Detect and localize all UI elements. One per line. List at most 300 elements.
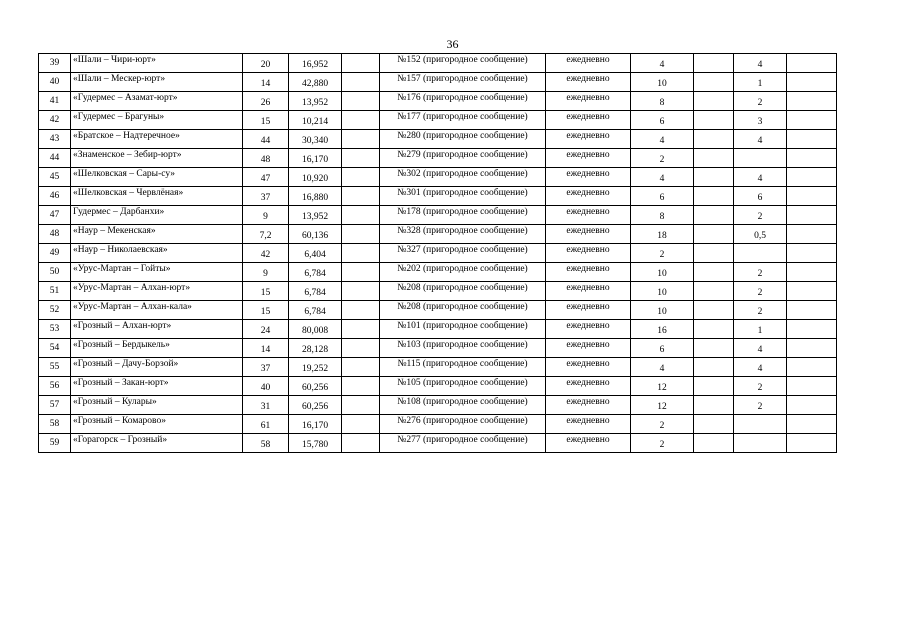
route-name-cell — [71, 244, 243, 263]
vehicles-text: 2 — [757, 97, 763, 108]
empty-cell — [694, 187, 734, 206]
trips-cell — [631, 54, 694, 73]
route-number-cell — [380, 377, 546, 396]
empty-cell — [694, 130, 734, 149]
empty-cell — [342, 415, 380, 434]
vehicles-cell — [734, 73, 787, 92]
length-cell — [289, 339, 342, 358]
vehicles-text: 0,5 — [754, 230, 766, 241]
frequency-cell — [546, 111, 631, 130]
table-row — [39, 206, 837, 225]
frequency-cell — [546, 282, 631, 301]
table-row — [39, 54, 837, 73]
row-number-text: 56 — [49, 380, 60, 391]
length-cell — [289, 377, 342, 396]
distance-cell — [243, 149, 289, 168]
frequency-text: ежедневно — [566, 339, 610, 350]
row-number-text: 48 — [49, 228, 60, 239]
empty-cell — [694, 377, 734, 396]
distance-cell — [243, 73, 289, 92]
distance-text: 15 — [260, 116, 271, 127]
empty-cell — [342, 225, 380, 244]
empty-cell — [694, 149, 734, 168]
route-name-text: «Гудермес – Азамат-юрт» — [73, 92, 178, 103]
route-number-cell — [380, 434, 546, 453]
length-cell — [289, 130, 342, 149]
table-row — [39, 149, 837, 168]
length-text: 30,340 — [301, 135, 329, 146]
vehicles-text: 2 — [757, 306, 763, 317]
trips-text: 4 — [659, 135, 665, 146]
trips-text: 2 — [659, 154, 665, 165]
frequency-cell — [546, 168, 631, 187]
empty-cell — [787, 339, 837, 358]
table-row — [39, 396, 837, 415]
row-number-cell — [39, 111, 71, 130]
frequency-text: ежедневно — [566, 225, 610, 236]
route-name-text: «Грозный – Бердыкель» — [73, 339, 170, 350]
route-name-cell — [71, 358, 243, 377]
row-number-cell — [39, 149, 71, 168]
route-name-text: «Горагорск – Грозный» — [73, 434, 168, 445]
trips-text: 6 — [659, 192, 665, 203]
route-name-cell — [71, 168, 243, 187]
table-row — [39, 73, 837, 92]
table-row — [39, 377, 837, 396]
length-text: 13,952 — [301, 211, 329, 222]
empty-cell — [694, 434, 734, 453]
route-number-text: №152 (пригородное сообщение) — [397, 54, 528, 65]
route-number-cell — [380, 168, 546, 187]
vehicles-cell — [734, 320, 787, 339]
length-cell — [289, 358, 342, 377]
distance-cell — [243, 434, 289, 453]
frequency-cell — [546, 225, 631, 244]
route-name-cell — [71, 187, 243, 206]
vehicles-text: 4 — [757, 173, 763, 184]
distance-cell — [243, 263, 289, 282]
table-row — [39, 282, 837, 301]
vehicles-cell — [734, 263, 787, 282]
length-text: 16,170 — [301, 154, 329, 165]
trips-cell — [631, 377, 694, 396]
trips-cell — [631, 130, 694, 149]
length-cell — [289, 320, 342, 339]
distance-text: 20 — [260, 59, 271, 70]
distance-cell — [243, 244, 289, 263]
length-cell — [289, 415, 342, 434]
empty-cell — [787, 358, 837, 377]
route-name-cell — [71, 282, 243, 301]
route-number-cell — [380, 301, 546, 320]
frequency-cell — [546, 434, 631, 453]
route-number-text: №178 (пригородное сообщение) — [397, 206, 528, 217]
row-number-cell — [39, 206, 71, 225]
route-name-text: «Грозный – Дачу-Борзой» — [73, 358, 179, 369]
empty-cell — [787, 396, 837, 415]
distance-cell — [243, 54, 289, 73]
row-number-cell — [39, 282, 71, 301]
route-name-text: «Шелковская – Червлёная» — [73, 187, 184, 198]
row-number-text: 59 — [49, 437, 60, 448]
route-name-text: «Шали – Чири-юрт» — [73, 54, 156, 65]
empty-cell — [694, 168, 734, 187]
table-row — [39, 244, 837, 263]
vehicles-cell — [734, 339, 787, 358]
trips-text: 2 — [659, 420, 665, 431]
empty-cell — [342, 206, 380, 225]
length-text: 10,214 — [301, 116, 329, 127]
vehicles-text: 4 — [757, 59, 763, 70]
route-number-cell — [380, 339, 546, 358]
empty-cell — [787, 301, 837, 320]
row-number-cell — [39, 130, 71, 149]
empty-cell — [787, 130, 837, 149]
route-number-cell — [380, 187, 546, 206]
trips-cell — [631, 415, 694, 434]
frequency-cell — [546, 73, 631, 92]
route-name-text: «Грозный – Кулары» — [73, 396, 157, 407]
trips-text: 4 — [659, 363, 665, 374]
distance-cell — [243, 225, 289, 244]
empty-cell — [787, 320, 837, 339]
vehicles-cell — [734, 415, 787, 434]
empty-cell — [787, 206, 837, 225]
table-row — [39, 130, 837, 149]
route-number-text: №103 (пригородное сообщение) — [397, 339, 528, 350]
row-number-text: 52 — [49, 304, 60, 315]
distance-text: 9 — [263, 268, 268, 279]
trips-text: 10 — [657, 306, 667, 317]
routes-table-body — [39, 54, 837, 453]
route-name-cell — [71, 301, 243, 320]
row-number-text: 50 — [49, 266, 60, 277]
empty-cell — [342, 396, 380, 415]
trips-text: 18 — [657, 230, 667, 241]
length-cell — [289, 244, 342, 263]
trips-cell — [631, 225, 694, 244]
route-number-text: №279 (пригородное сообщение) — [397, 149, 528, 160]
vehicles-cell — [734, 149, 787, 168]
trips-cell — [631, 339, 694, 358]
trips-text: 12 — [657, 382, 667, 393]
trips-cell — [631, 301, 694, 320]
frequency-cell — [546, 396, 631, 415]
trips-cell — [631, 282, 694, 301]
empty-cell — [342, 358, 380, 377]
route-number-cell — [380, 282, 546, 301]
distance-text: 58 — [260, 439, 271, 450]
table-row — [39, 263, 837, 282]
empty-cell — [342, 377, 380, 396]
empty-cell — [787, 149, 837, 168]
frequency-text: ежедневно — [566, 263, 610, 274]
route-name-text: «Братское – Надтеречное» — [73, 130, 180, 141]
row-number-text: 58 — [49, 418, 60, 429]
row-number-cell — [39, 54, 71, 73]
vehicles-cell — [734, 54, 787, 73]
vehicles-cell — [734, 206, 787, 225]
table-row — [39, 168, 837, 187]
row-number-cell — [39, 358, 71, 377]
route-number-cell — [380, 130, 546, 149]
trips-cell — [631, 244, 694, 263]
row-number-text: 46 — [49, 190, 60, 201]
length-cell — [289, 149, 342, 168]
length-text: 19,252 — [301, 363, 329, 374]
route-number-text: №327 (пригородное сообщение) — [397, 244, 528, 255]
frequency-cell — [546, 92, 631, 111]
distance-cell — [243, 415, 289, 434]
row-number-cell — [39, 168, 71, 187]
route-name-cell — [71, 339, 243, 358]
route-number-text: №176 (пригородное сообщение) — [397, 92, 528, 103]
trips-cell — [631, 111, 694, 130]
table-row — [39, 358, 837, 377]
trips-text: 10 — [657, 287, 667, 298]
row-number-text: 41 — [49, 95, 60, 106]
empty-cell — [787, 92, 837, 111]
length-text: 10,920 — [301, 173, 329, 184]
trips-text: 10 — [657, 268, 667, 279]
route-name-text: «Наур – Мекенская» — [73, 225, 156, 236]
row-number-cell — [39, 92, 71, 111]
route-name-cell — [71, 396, 243, 415]
frequency-text: ежедневно — [566, 92, 610, 103]
length-text: 60,256 — [301, 401, 329, 412]
empty-cell — [342, 263, 380, 282]
length-cell — [289, 434, 342, 453]
length-cell — [289, 92, 342, 111]
route-name-cell — [71, 415, 243, 434]
length-cell — [289, 168, 342, 187]
empty-cell — [787, 282, 837, 301]
distance-text: 9 — [263, 211, 268, 222]
trips-cell — [631, 92, 694, 111]
empty-cell — [694, 396, 734, 415]
empty-cell — [342, 130, 380, 149]
route-name-text: «Наур – Николаевская» — [73, 244, 168, 255]
frequency-text: ежедневно — [566, 168, 610, 179]
trips-text: 2 — [659, 439, 665, 450]
length-cell — [289, 263, 342, 282]
empty-cell — [787, 187, 837, 206]
empty-cell — [787, 377, 837, 396]
trips-cell — [631, 263, 694, 282]
vehicles-cell — [734, 244, 787, 263]
route-number-text: №208 (пригородное сообщение) — [397, 301, 528, 312]
frequency-text: ежедневно — [566, 244, 610, 255]
distance-cell — [243, 377, 289, 396]
row-number-cell — [39, 396, 71, 415]
row-number-cell — [39, 263, 71, 282]
frequency-text: ежедневно — [566, 73, 610, 84]
frequency-cell — [546, 54, 631, 73]
empty-cell — [694, 225, 734, 244]
length-cell — [289, 111, 342, 130]
frequency-cell — [546, 149, 631, 168]
distance-text: 7,2 — [259, 230, 272, 241]
distance-text: 15 — [260, 287, 271, 298]
trips-cell — [631, 73, 694, 92]
distance-cell — [243, 320, 289, 339]
vehicles-text: 1 — [757, 325, 763, 336]
empty-cell — [787, 434, 837, 453]
frequency-cell — [546, 415, 631, 434]
empty-cell — [342, 111, 380, 130]
vehicles-cell — [734, 282, 787, 301]
route-name-text: «Гудермес – Брагуны» — [73, 111, 165, 122]
vehicles-cell — [734, 358, 787, 377]
frequency-text: ежедневно — [566, 206, 610, 217]
distance-text: 44 — [260, 135, 271, 146]
route-name-cell — [71, 225, 243, 244]
vehicles-text: 4 — [757, 344, 763, 355]
route-number-text: №157 (пригородное сообщение) — [397, 73, 528, 84]
table-row — [39, 434, 837, 453]
empty-cell — [342, 149, 380, 168]
empty-cell — [342, 282, 380, 301]
vehicles-text: 2 — [757, 382, 763, 393]
route-name-text: «Грозный – Комарово» — [73, 415, 166, 426]
route-number-text: №108 (пригородное сообщение) — [397, 396, 528, 407]
route-number-text: №280 (пригородное сообщение) — [397, 130, 528, 141]
frequency-text: ежедневно — [566, 301, 610, 312]
empty-cell — [342, 434, 380, 453]
distance-text: 31 — [260, 401, 271, 412]
route-number-text: №328 (пригородное сообщение) — [397, 225, 528, 236]
trips-cell — [631, 320, 694, 339]
empty-cell — [342, 187, 380, 206]
row-number-text: 55 — [49, 361, 60, 372]
route-name-cell — [71, 320, 243, 339]
table-row — [39, 92, 837, 111]
trips-text: 16 — [657, 325, 667, 336]
frequency-cell — [546, 130, 631, 149]
route-name-text: «Урус-Мартан – Алхан-кала» — [73, 301, 192, 312]
empty-cell — [342, 73, 380, 92]
row-number-text: 53 — [49, 323, 60, 334]
empty-cell — [787, 415, 837, 434]
distance-text: 48 — [260, 154, 271, 165]
row-number-cell — [39, 377, 71, 396]
vehicles-text: 2 — [757, 401, 763, 412]
length-text: 42,880 — [301, 78, 329, 89]
frequency-cell — [546, 187, 631, 206]
empty-cell — [342, 54, 380, 73]
frequency-text: ежедневно — [566, 187, 610, 198]
frequency-text: ежедневно — [566, 282, 610, 293]
length-cell — [289, 301, 342, 320]
trips-text: 2 — [659, 249, 665, 260]
frequency-text: ежедневно — [566, 54, 610, 65]
empty-cell — [787, 263, 837, 282]
vehicles-cell — [734, 377, 787, 396]
distance-cell — [243, 396, 289, 415]
empty-cell — [787, 168, 837, 187]
vehicles-text: 3 — [757, 116, 763, 127]
length-text: 6,784 — [304, 306, 326, 317]
frequency-cell — [546, 358, 631, 377]
route-number-cell — [380, 358, 546, 377]
vehicles-cell — [734, 168, 787, 187]
route-name-cell — [71, 377, 243, 396]
frequency-text: ежедневно — [566, 111, 610, 122]
length-text: 60,136 — [301, 230, 329, 241]
trips-cell — [631, 168, 694, 187]
distance-cell — [243, 92, 289, 111]
row-number-text: 44 — [49, 152, 60, 163]
length-text: 15,780 — [301, 439, 329, 450]
vehicles-text: 2 — [757, 211, 763, 222]
vehicles-cell — [734, 301, 787, 320]
empty-cell — [694, 282, 734, 301]
table-row — [39, 339, 837, 358]
empty-cell — [694, 111, 734, 130]
frequency-cell — [546, 206, 631, 225]
frequency-text: ежедневно — [566, 320, 610, 331]
distance-text: 14 — [260, 344, 271, 355]
route-number-text: №208 (пригородное сообщение) — [397, 282, 528, 293]
route-number-text: №105 (пригородное сообщение) — [397, 377, 528, 388]
trips-cell — [631, 434, 694, 453]
frequency-cell — [546, 263, 631, 282]
route-number-text: №202 (пригородное сообщение) — [397, 263, 528, 274]
distance-cell — [243, 187, 289, 206]
empty-cell — [694, 206, 734, 225]
frequency-text: ежедневно — [566, 149, 610, 160]
route-number-cell — [380, 396, 546, 415]
length-cell — [289, 73, 342, 92]
empty-cell — [342, 320, 380, 339]
empty-cell — [342, 301, 380, 320]
frequency-cell — [546, 301, 631, 320]
row-number-cell — [39, 225, 71, 244]
vehicles-text: 6 — [757, 192, 763, 203]
trips-text: 4 — [659, 59, 665, 70]
row-number-text: 49 — [49, 247, 60, 258]
frequency-text: ежедневно — [566, 434, 610, 445]
row-number-text: 43 — [49, 133, 60, 144]
route-name-cell — [71, 54, 243, 73]
route-number-cell — [380, 92, 546, 111]
length-text: 16,880 — [301, 192, 329, 203]
distance-text: 15 — [260, 306, 271, 317]
vehicles-cell — [734, 111, 787, 130]
empty-cell — [787, 244, 837, 263]
route-number-cell — [380, 54, 546, 73]
row-number-cell — [39, 339, 71, 358]
vehicles-text: 2 — [757, 287, 763, 298]
distance-text: 37 — [260, 363, 271, 374]
route-number-cell — [380, 206, 546, 225]
routes-table — [38, 53, 837, 453]
distance-cell — [243, 206, 289, 225]
length-cell — [289, 225, 342, 244]
distance-cell — [243, 358, 289, 377]
vehicles-text: 4 — [757, 363, 763, 374]
route-name-cell — [71, 92, 243, 111]
route-name-text: «Знаменское – Зебир-юрт» — [73, 149, 182, 160]
empty-cell — [787, 111, 837, 130]
length-cell — [289, 54, 342, 73]
frequency-cell — [546, 377, 631, 396]
route-number-text: №115 (пригородное сообщение) — [397, 358, 528, 369]
row-number-text: 42 — [49, 114, 60, 125]
length-text: 13,952 — [301, 97, 329, 108]
distance-text: 42 — [260, 249, 271, 260]
route-number-text: №302 (пригородное сообщение) — [397, 168, 528, 179]
